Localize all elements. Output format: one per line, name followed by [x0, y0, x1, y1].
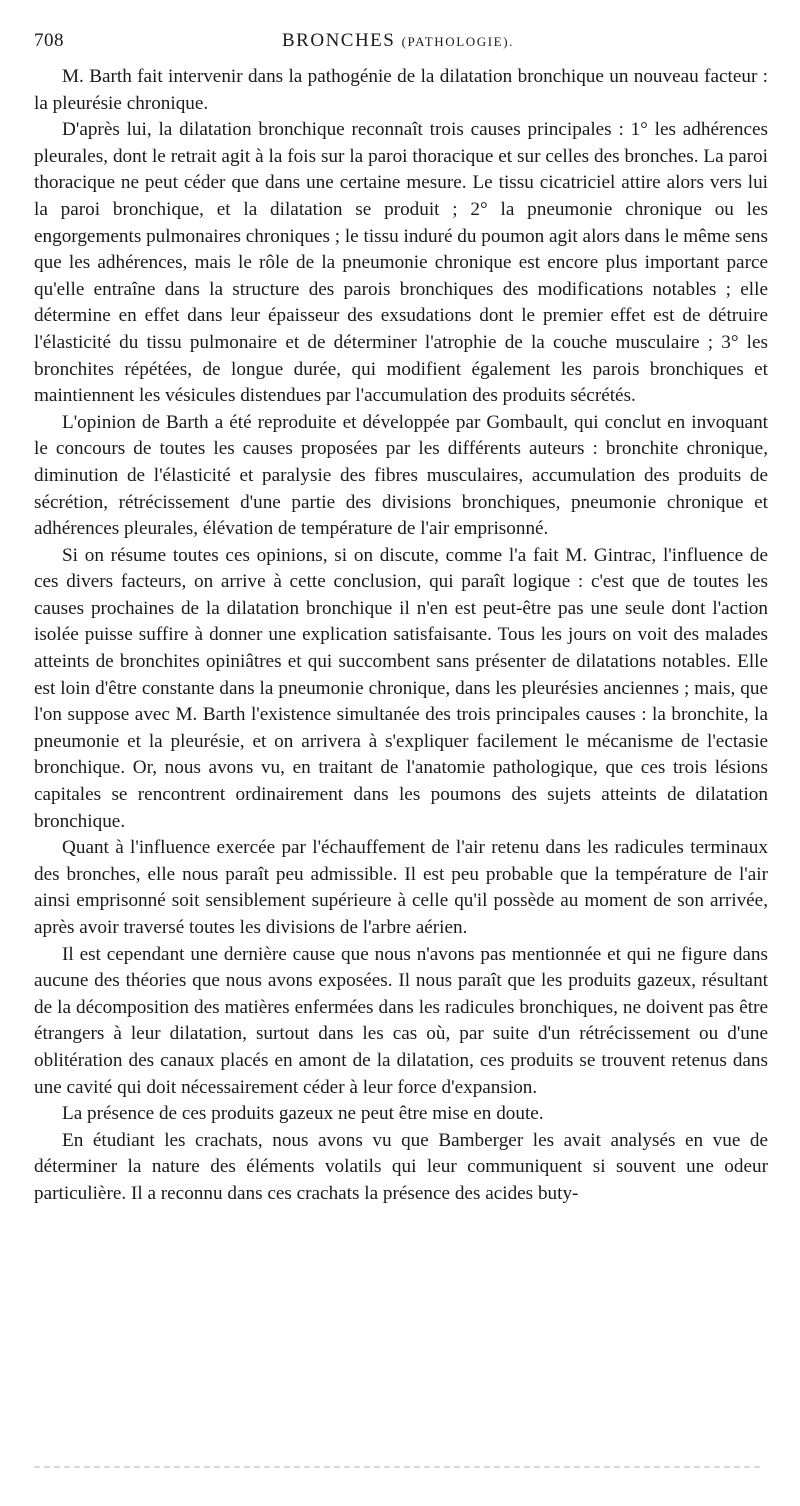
paragraph-three-causes: D'après lui, la dilatation bronchique reconnaît trois causes principales : 1° les adhérences pleurales, dont le retrait agit à la fois sur la paroi thoracique et sur celles des bronches. La paroi thoracique ne peut céder que dans une certaine mesure. Le tissu cicatriciel attire alors vers lui la paroi bronchique, et la dilatation se produit ; 2° la pneumonie chronique ou les engorgements pulmonaires chroniques ; le tissu induré du poumon agit alors dans le même sens que les adhérences, mais le rôle de la pneumonie chronique est encore plus important parce qu'elle entraîne dans la structure des parois bronchiques des modifications notables ; elle détermine en effet dans leur épaisseur des exsudations dont le premier effet est de détruire l'élasticité du tissu pulmonaire et de déterminer l'atrophie de la couche musculaire ; 3° les bronchites répétées, de longue durée, qui modifient également les parois bronchiques et maintiennent les vésicules distendues par l'accumulation des produits sécrétés. [34, 119, 768, 407]
body-text [34, 64, 768, 1208]
page-number: 708 [34, 30, 64, 51]
running-title-main: BRONCHES [282, 30, 396, 51]
footer-rule [34, 1466, 760, 1471]
paragraph-gas-presence: La présence de ces produits gazeux ne peut être mise en doute. [62, 1103, 544, 1125]
paragraph-bamberger: En étudiant les crachats, nous avons vu que Bamberger les avait analysés en vue de déterminer la nature des éléments volatils qui leur communiquent si souvent une odeur particulière. Il a reconnu dans ces crachats la présence des acides buty- [34, 1129, 768, 1204]
running-title-subtitle: (PATHOLOGIE). [401, 34, 515, 49]
paragraph-air-heating: Quant à l'influence exercée par l'échauffement de l'air retenu dans les radicules terminaux des bronches, elle nous paraît peu admissible. Il est peu probable que la température de l'air ainsi emprisonné soit sensiblement supérieure à celle qu'il possède au moment de son arrivée, après avoir traversé toutes les divisions de l'arbre aérien. [34, 837, 768, 938]
paragraph-gintrac-summary: Si on résume toutes ces opinions, si on discute, comme l'a fait M. Gintrac, l'influence de ces divers facteurs, on arrive à cette conclusion, qui paraît logique : c'est que de toutes les causes prochaines de la dilatation bronchique il n'en est peut-être pas une seule dont l'action isolée puisse suffire à donner une explication satisfaisante. Tous les jours on voit des malades atteints de bronchites opiniâtres et qui succombent sans présenter de dilatations notables. Elle est loin d'être constante dans la pneumonie chronique, dans les pleurésies anciennes ; mais, que l'on suppose avec M. Barth l'existence simultanée des trois principales causes : la bronchite, la pneumonie et la pleurésie, et on arrivera à s'expliquer facilement le mécanisme de l'ectasie bronchique. Or, nous avons vu, en traitant de l'anatomie pathologique, que ces trois lésions capitales se rencontrent ordinairement dans les poumons des sujets atteints de dilatation bronchique. [34, 544, 768, 832]
running-title [214, 30, 768, 52]
paragraph-gaseous-products: Il est cependant une dernière cause que nous n'avons pas mentionnée et qui ne figure dans aucune des théories que nous avons exposées. Il nous paraît que les produits gazeux, résultant de la décomposition des matières enfermées dans les radicules bronchiques, ne doivent pas être étrangers à leur dilatation, surtout dans les cas où, par suite d'un rétrécissement ou d'une oblitération des canaux placés en amont de la dilatation, ces produits se trouvent retenus dans une cavité qui doit nécessairement céder à leur force d'expansion. [34, 943, 768, 1098]
running-head [34, 30, 768, 64]
paragraph-barth-pleurisy: M. Barth fait intervenir dans la pathogénie de la dilatation bronchique un nouveau facteur : la pleurésie chronique. [34, 66, 768, 114]
paragraph-gombault: L'opinion de Barth a été reproduite et développée par Gombault, qui conclut en invoquant le concours de toutes les causes proposées par les différents auteurs : bronchite chronique, diminution de l'élasticité et paralysie des fibres musculaires, accumulation des produits de sécrétion, rétrécissement d'une partie des divisions bronchiques, pneumonie chronique et adhérences pleurales, élévation de température de l'air emprisonné. [34, 411, 768, 540]
